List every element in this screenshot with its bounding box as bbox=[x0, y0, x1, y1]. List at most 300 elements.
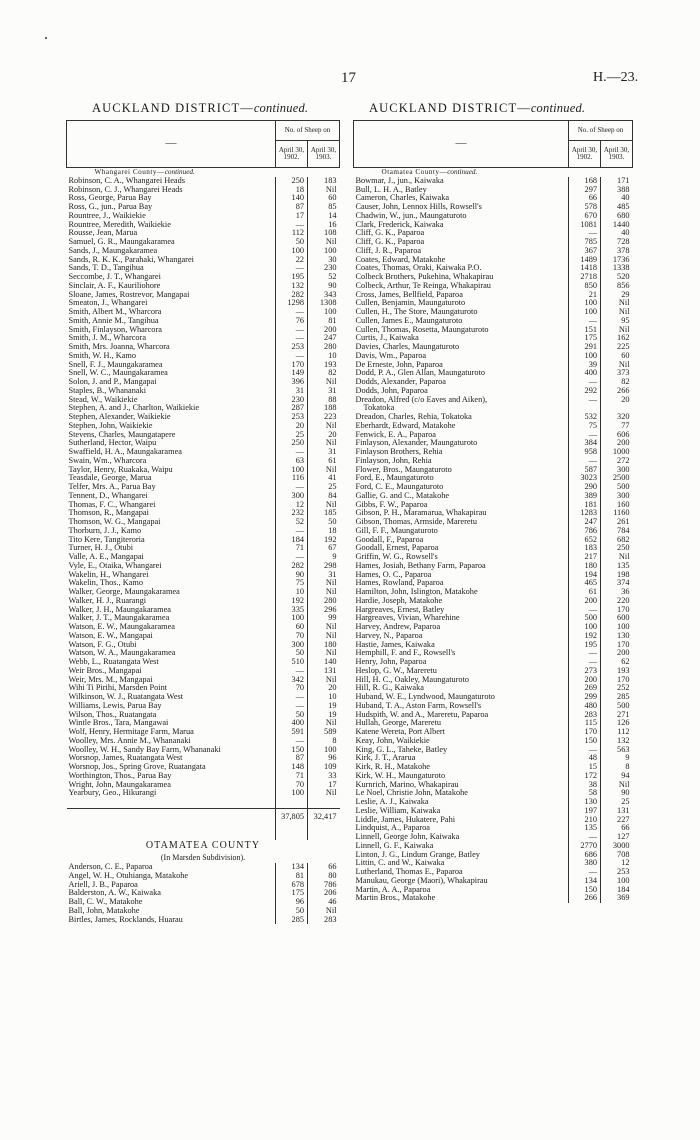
owner-name: Thorburn, J. J., Kamo bbox=[68, 526, 142, 535]
sheep-1902: 1081 bbox=[569, 221, 601, 230]
sheep-1903: 31 bbox=[308, 571, 340, 580]
owner-row bbox=[67, 658, 340, 667]
sheep-1903: 227 bbox=[601, 816, 633, 825]
owner-name: Goodall, F., Paparoa bbox=[355, 535, 424, 544]
sheep-1903: 62 bbox=[601, 658, 633, 667]
owner-row bbox=[354, 299, 633, 308]
sheep-1902: 134 bbox=[276, 863, 308, 872]
owner-name: Snell, W. C., Maungakaramea bbox=[68, 369, 168, 378]
owner-name: Martin Bros., Matakohe bbox=[355, 894, 436, 903]
owner-name: Heslop, G. W., Mareretu bbox=[355, 666, 437, 675]
owner-row bbox=[67, 719, 340, 728]
owner-row bbox=[354, 702, 633, 711]
sheep-1902: 532 bbox=[569, 413, 601, 422]
sheep-1903: 100 bbox=[601, 877, 633, 886]
county-continued: continued. bbox=[164, 167, 195, 176]
owner-row bbox=[354, 641, 633, 650]
sheep-1902: 686 bbox=[569, 851, 601, 860]
sheep-1903: 81 bbox=[308, 317, 340, 326]
owner-name: Turner, H. J., Otubi bbox=[68, 544, 134, 553]
owner-name: Samuel, G. R., Maungakaramea bbox=[68, 238, 175, 247]
sheep-1903: 193 bbox=[308, 361, 340, 370]
sheep-1903: 66 bbox=[601, 824, 633, 833]
sheep-1902: — bbox=[276, 448, 308, 457]
owner-row bbox=[354, 326, 633, 335]
owner-name: Liddle, James, Hukatere, Pahi bbox=[355, 815, 456, 824]
owner-name: Birtles, James, Rocklands, Huarau bbox=[68, 915, 183, 924]
owner-row bbox=[67, 229, 340, 238]
sheep-1902: 400 bbox=[276, 719, 308, 728]
owner-name: Harvey, N., Paparoa bbox=[355, 631, 423, 640]
sheep-1903: 606 bbox=[601, 431, 633, 440]
sheep-1902: 90 bbox=[276, 571, 308, 580]
owner-name: Linnell, George John, Kaiwaka bbox=[355, 833, 460, 842]
sheep-1903: 12 bbox=[601, 859, 633, 868]
sheep-1903: 131 bbox=[308, 667, 340, 676]
owner-name: Vyle, E., Otaika, Whangarei bbox=[68, 561, 162, 570]
sheep-1902: 12 bbox=[276, 501, 308, 510]
owner-row bbox=[67, 264, 340, 273]
owner-name: Hill, R. G., Kaiwaka bbox=[355, 684, 424, 693]
spacer-cell bbox=[276, 824, 308, 840]
sheep-1902: 100 bbox=[569, 299, 601, 308]
owner-name: Walker, H. J., Ruarangi bbox=[68, 596, 147, 605]
owner-row bbox=[67, 282, 340, 291]
sheep-1903: 253 bbox=[601, 868, 633, 877]
sheep-1902: 50 bbox=[276, 711, 308, 720]
sheep-1903: 1160 bbox=[601, 509, 633, 518]
sheep-1903: 33 bbox=[308, 772, 340, 781]
owner-row bbox=[67, 702, 340, 711]
sheep-1902: — bbox=[569, 606, 601, 615]
owner-row bbox=[67, 194, 340, 203]
owner-name: Harvey, Andrew, Paparoa bbox=[355, 623, 441, 632]
owner-row bbox=[67, 781, 340, 790]
owner-row bbox=[67, 352, 340, 361]
sheep-1902: 150 bbox=[569, 737, 601, 746]
owner-name: Woolley, W. H., Sandy Bay Farm, Whananaki bbox=[68, 745, 221, 754]
owner-row bbox=[354, 851, 633, 860]
owner-name: Wolf, Henry, Hermitage Farm, Marua bbox=[68, 728, 194, 737]
sheep-1902: 670 bbox=[569, 212, 601, 221]
owner-name: Telfer, Mrs. A., Parua Bay bbox=[68, 483, 156, 492]
sheep-1903: 220 bbox=[601, 597, 633, 606]
sheep-1902: 578 bbox=[569, 203, 601, 212]
owner-row bbox=[354, 457, 633, 466]
sheep-1903: 682 bbox=[601, 536, 633, 545]
sheep-count-header: No. of Sheep on bbox=[276, 121, 340, 141]
sheep-1903: 285 bbox=[601, 693, 633, 702]
owner-name: Henry, John, Paparoa bbox=[355, 658, 427, 667]
sheep-1902: 247 bbox=[569, 518, 601, 527]
sheep-1903: 784 bbox=[601, 527, 633, 536]
county-title-row bbox=[67, 840, 340, 852]
spacer-cell bbox=[308, 824, 340, 840]
sheep-1902: 282 bbox=[276, 291, 308, 300]
sheep-1902: — bbox=[569, 396, 601, 405]
owner-name: Stephen, Alexander, Waikiekie bbox=[68, 413, 171, 422]
sheep-1903: 25 bbox=[308, 483, 340, 492]
sheep-1903: 198 bbox=[601, 571, 633, 580]
owner-row bbox=[354, 229, 633, 238]
sheep-1902: 71 bbox=[276, 772, 308, 781]
sheep-1902: 181 bbox=[569, 501, 601, 510]
year-1902-header: April 30, 1902. bbox=[276, 141, 308, 168]
sheep-1902: — bbox=[569, 746, 601, 755]
spacer-cell bbox=[67, 824, 276, 840]
sheep-1902: 299 bbox=[569, 693, 601, 702]
sheep-1903: 135 bbox=[601, 562, 633, 571]
owner-row bbox=[67, 881, 340, 890]
owner-name: Cullen, James E., Maungaturoto bbox=[355, 316, 463, 325]
sheep-1902: 396 bbox=[276, 378, 308, 387]
sheep-1902: 335 bbox=[276, 606, 308, 615]
sheep-1903: 171 bbox=[601, 177, 633, 186]
sheep-1902: 15 bbox=[569, 763, 601, 772]
sheep-1903: 373 bbox=[601, 369, 633, 378]
sheep-1902: — bbox=[569, 378, 601, 387]
sheep-1903: 100 bbox=[308, 308, 340, 317]
owner-row bbox=[67, 606, 340, 615]
owner-name: Katene Wereta, Port Albert bbox=[355, 728, 445, 737]
owner-row bbox=[354, 711, 633, 720]
sheep-1902: 300 bbox=[276, 641, 308, 650]
sheep-1903: 8 bbox=[308, 737, 340, 746]
owner-name: Dodd, P. A., Glen Allan, Maungaturoto bbox=[355, 369, 486, 378]
sheep-1902: 100 bbox=[276, 614, 308, 623]
owner-row bbox=[354, 492, 633, 501]
sheep-1903: 10 bbox=[308, 352, 340, 361]
sheep-1902: — bbox=[276, 352, 308, 361]
owner-name: Smith, Finlayson, Wharcora bbox=[68, 325, 162, 334]
owner-row bbox=[354, 842, 633, 851]
owner-name: Dodds, John, Paparoa bbox=[355, 386, 428, 395]
sheep-1903: 20 bbox=[601, 396, 633, 405]
owner-row bbox=[67, 772, 340, 781]
sheep-1902: 1418 bbox=[569, 264, 601, 273]
owner-name: Leslie, William, Kaiwaka bbox=[355, 806, 441, 815]
sheep-1903: Nil bbox=[308, 378, 340, 387]
sheep-1902: — bbox=[276, 702, 308, 711]
owner-name: Webb, L., Ruatangata West bbox=[68, 658, 159, 667]
sheep-1903: 184 bbox=[601, 886, 633, 895]
owner-row bbox=[67, 361, 340, 370]
owner-row bbox=[67, 763, 340, 772]
owner-row bbox=[67, 693, 340, 702]
sheep-1902: — bbox=[276, 264, 308, 273]
owner-name: Ford, E., Maungaturoto bbox=[355, 474, 434, 483]
owner-name: Sutherland, Hector, Waipu bbox=[68, 439, 157, 448]
sheep-1903: 206 bbox=[308, 889, 340, 898]
owner-name: Stead, W., Waikiekie bbox=[68, 395, 138, 404]
owner-row bbox=[67, 728, 340, 737]
sheep-1903: 16 bbox=[308, 221, 340, 230]
sheep-1902: — bbox=[276, 308, 308, 317]
sheep-1902: 170 bbox=[569, 728, 601, 737]
sheep-1903: 80 bbox=[308, 872, 340, 881]
owner-row bbox=[354, 256, 633, 265]
owner-name: Gibson, Thomas, Armside, Mareretu bbox=[355, 518, 478, 527]
owner-name: Kirk, J. T., Ararua bbox=[355, 754, 416, 763]
subdivision-title: (In Marsden Subdivision). bbox=[160, 852, 246, 862]
owner-name: Colbeck Brothers, Pukehina, Whakapirau bbox=[355, 273, 494, 282]
owner-name: Goodall, Ernest, Paparoa bbox=[355, 544, 439, 553]
owner-row bbox=[67, 299, 340, 308]
sheep-1902: 230 bbox=[276, 396, 308, 405]
county-name: Otamatea County— bbox=[381, 167, 448, 176]
owner-name: Sloane, James, Rostrevor, Mangapai bbox=[68, 290, 190, 299]
owner-name: Thomson, W. G., Mangapai bbox=[68, 518, 161, 527]
owner-row bbox=[354, 431, 633, 440]
owner-name: Wilkinson, W. J., Ruatangata West bbox=[68, 693, 184, 702]
sheep-1903: Nil bbox=[308, 588, 340, 597]
sheep-1903: 192 bbox=[308, 536, 340, 545]
sheep-1902: 39 bbox=[569, 361, 601, 370]
sheep-1903: 52 bbox=[308, 273, 340, 282]
sheep-1902: 1489 bbox=[569, 256, 601, 265]
sheep-1903: 320 bbox=[601, 413, 633, 422]
county-continued: continued. bbox=[447, 167, 478, 176]
owner-name: Tokatoka bbox=[363, 404, 395, 413]
district-name: AUCKLAND DISTRICT— bbox=[369, 101, 531, 115]
owner-row bbox=[67, 676, 340, 685]
sheep-1903: Nil bbox=[601, 781, 633, 790]
owner-row bbox=[354, 772, 633, 781]
sheep-1902: 66 bbox=[569, 194, 601, 203]
sheep-1903: 500 bbox=[601, 702, 633, 711]
sheep-1902: 58 bbox=[569, 789, 601, 798]
owner-name: Martin, A. A., Paparoa bbox=[355, 885, 431, 894]
owner-name: Clark, Frederick, Kaiwaka bbox=[355, 220, 444, 229]
sheep-1903: 485 bbox=[601, 203, 633, 212]
owner-name: Smith, J. M., Wharcora bbox=[68, 334, 147, 343]
owner-name: Worsnop, Jos., Spring Grove, Ruatangata bbox=[68, 763, 206, 772]
sheep-1902: 150 bbox=[569, 886, 601, 895]
sheep-1902: — bbox=[276, 553, 308, 562]
sheep-1902: 210 bbox=[569, 816, 601, 825]
sheep-1902: 100 bbox=[276, 247, 308, 256]
owner-row bbox=[354, 632, 633, 641]
owner-row bbox=[67, 378, 340, 387]
sheep-1903: 41 bbox=[308, 474, 340, 483]
owner-name: Weir, Mrs. M., Mangapai bbox=[68, 675, 153, 684]
sheep-1903: 298 bbox=[308, 562, 340, 571]
owner-row bbox=[67, 221, 340, 230]
owner-row bbox=[67, 684, 340, 693]
owner-row bbox=[354, 238, 633, 247]
sheep-1903: 856 bbox=[601, 282, 633, 291]
sheep-1903 bbox=[601, 404, 633, 413]
sheep-1903: 126 bbox=[601, 719, 633, 728]
sheep-1903: 170 bbox=[601, 606, 633, 615]
owner-name: Woolley, Mrs. Annie M., Whananaki bbox=[68, 736, 191, 745]
owner-name: Hames, Rowland, Paparoa bbox=[355, 579, 444, 588]
owner-row bbox=[354, 334, 633, 343]
sheep-1903: 90 bbox=[601, 789, 633, 798]
owner-name: Cameron, Charles, Kaiwaka bbox=[355, 194, 450, 203]
sheep-1902: 31 bbox=[276, 387, 308, 396]
sheep-1902: — bbox=[276, 527, 308, 536]
owner-row bbox=[354, 194, 633, 203]
owner-row bbox=[354, 439, 633, 448]
year-1903-header: April 30, 1903. bbox=[308, 141, 340, 168]
sheep-1903: 283 bbox=[308, 916, 340, 925]
owner-name: Hames, Josiah, Bethany Farm, Paparoa bbox=[355, 561, 486, 570]
sheep-1902: 342 bbox=[276, 676, 308, 685]
sheep-1902: 76 bbox=[276, 317, 308, 326]
owner-name: Ball, John, Matakohe bbox=[68, 906, 140, 915]
sheep-1902: 148 bbox=[276, 763, 308, 772]
sheep-1902: 253 bbox=[276, 343, 308, 352]
owner-row bbox=[354, 824, 633, 833]
owner-row bbox=[354, 763, 633, 772]
owner-name: Smith, Mrs. Joanna, Wharcora bbox=[68, 343, 170, 352]
subdivision-row bbox=[67, 852, 340, 863]
owner-name: Smith, Annie M., Tangihua bbox=[68, 316, 159, 325]
sheep-1903: 84 bbox=[308, 492, 340, 501]
sheep-1903: 708 bbox=[601, 851, 633, 860]
sheep-1902: 87 bbox=[276, 203, 308, 212]
owner-row bbox=[354, 623, 633, 632]
sheep-1903: 563 bbox=[601, 746, 633, 755]
owner-row bbox=[354, 684, 633, 693]
sheep-1902: 480 bbox=[569, 702, 601, 711]
year-1903-header: April 30, 1903. bbox=[601, 141, 633, 168]
owner-row bbox=[67, 889, 340, 898]
owner-name: Balderston, A. W., Kaiwaka bbox=[68, 889, 161, 898]
sheep-1903: 2500 bbox=[601, 474, 633, 483]
sheep-1903: 82 bbox=[601, 378, 633, 387]
district-name: AUCKLAND DISTRICT— bbox=[92, 101, 254, 115]
sheep-1903: 247 bbox=[308, 334, 340, 343]
owner-row bbox=[354, 448, 633, 457]
sheep-1902: — bbox=[276, 667, 308, 676]
owner-name: Dodds, Alexander, Paparoa bbox=[355, 378, 446, 387]
owner-name: Griffin, W. G., Rowsell's bbox=[355, 553, 438, 562]
sheep-1902: 195 bbox=[276, 273, 308, 282]
sheep-1903: Nil bbox=[308, 649, 340, 658]
sheep-1903: 19 bbox=[308, 711, 340, 720]
owner-name: Wright, John, Maungakaramea bbox=[68, 780, 171, 789]
sheep-1903: 61 bbox=[308, 457, 340, 466]
owner-name: Cullen, H., The Store, Maungaturoto bbox=[355, 308, 478, 317]
sheep-1903: 29 bbox=[601, 291, 633, 300]
owner-row bbox=[354, 527, 633, 536]
owner-row bbox=[67, 326, 340, 335]
owner-name: Valle, A. E., Mangapai bbox=[68, 553, 144, 562]
sheep-1903: 680 bbox=[601, 212, 633, 221]
sheep-1903: 200 bbox=[308, 326, 340, 335]
owner-row bbox=[67, 474, 340, 483]
sheep-1902: 10 bbox=[276, 588, 308, 597]
owner-name: Rountree, J., Waikiekie bbox=[68, 211, 146, 220]
sheep-1902: 21 bbox=[569, 291, 601, 300]
row-spacer bbox=[67, 798, 340, 809]
owner-column-header: — bbox=[354, 121, 569, 168]
owner-row bbox=[67, 404, 340, 413]
sheep-1903: 66 bbox=[308, 863, 340, 872]
sheep-1903: 94 bbox=[601, 772, 633, 781]
total-label bbox=[67, 809, 276, 825]
sheep-1902: 134 bbox=[569, 877, 601, 886]
sheep-1903: 3000 bbox=[601, 842, 633, 851]
total-1902: 37,805 bbox=[276, 809, 308, 825]
owner-name: Ball, C. W., Matakohe bbox=[68, 898, 143, 907]
county-heading bbox=[354, 168, 633, 177]
owner-name: Taylor, Henry, Ruakaka, Waipu bbox=[68, 465, 173, 474]
owner-row bbox=[354, 588, 633, 597]
owner-row bbox=[67, 369, 340, 378]
owner-row bbox=[354, 597, 633, 606]
sheep-1903: 188 bbox=[308, 404, 340, 413]
owner-name: Hardie, Joseph, Matakohe bbox=[355, 596, 443, 605]
sheep-1903: Nil bbox=[308, 501, 340, 510]
owner-name: Kirk, R. H., Matakohe bbox=[355, 763, 430, 772]
owner-name: Curtis, J., Kaiwaka bbox=[355, 334, 419, 343]
owner-name: Wihi Ti Pirihi, Marsden Point bbox=[68, 684, 168, 693]
sheep-1903: 60 bbox=[601, 352, 633, 361]
owner-name: Robinson, C. J., Whangarei Heads bbox=[68, 185, 183, 194]
owner-name: Stevens, Charles, Maungatapere bbox=[68, 430, 176, 439]
sheep-1903: 82 bbox=[308, 369, 340, 378]
sheep-1903: Nil bbox=[308, 676, 340, 685]
sheep-1903: 388 bbox=[601, 186, 633, 195]
owner-row bbox=[67, 431, 340, 440]
owner-name: Stephen, A. and J., Charlton, Waikiekie bbox=[68, 404, 200, 413]
sheep-1902: 100 bbox=[569, 308, 601, 317]
sheep-1902: 785 bbox=[569, 238, 601, 247]
owner-name: Hargreaves, Vivian, Wharehine bbox=[355, 614, 460, 623]
sheep-1903: 160 bbox=[601, 501, 633, 510]
sheep-1903: 132 bbox=[601, 737, 633, 746]
sheep-1902: 75 bbox=[569, 422, 601, 431]
spacer-cell bbox=[276, 798, 308, 809]
owner-name: Dreadon, Alfred (c/o Eaves and Aiken), bbox=[355, 395, 488, 404]
sheep-1903: 140 bbox=[308, 658, 340, 667]
district-heading bbox=[92, 101, 308, 116]
owner-name: Tennent, D., Whangarei bbox=[68, 491, 148, 500]
sheep-1903: 369 bbox=[601, 894, 633, 903]
sheep-1902: — bbox=[276, 737, 308, 746]
owner-name: Smeaton, J., Whangarei bbox=[68, 299, 148, 308]
owner-row bbox=[67, 872, 340, 881]
sheep-1902: 170 bbox=[276, 361, 308, 370]
owner-row bbox=[354, 614, 633, 623]
owner-row bbox=[67, 649, 340, 658]
sheep-1903: 1440 bbox=[601, 221, 633, 230]
owner-row bbox=[354, 212, 633, 221]
owner-name: Sands, J., Maungakaramea bbox=[68, 246, 158, 255]
sheep-1903: 170 bbox=[601, 641, 633, 650]
owner-name: Thomas, F. C., Whangarei bbox=[68, 500, 156, 509]
sheep-1903: Nil bbox=[601, 326, 633, 335]
sheep-1902: 175 bbox=[276, 889, 308, 898]
total-1903: 32,417 bbox=[308, 809, 340, 825]
sheep-1903: 200 bbox=[601, 439, 633, 448]
sheep-1903: Nil bbox=[308, 632, 340, 641]
sheep-1902: 130 bbox=[569, 798, 601, 807]
owner-name: Gibbs, F. W., Paparoa bbox=[355, 500, 428, 509]
owner-name: Linnell, G. F., Kaiwaka bbox=[355, 841, 434, 850]
owner-name: Wilson, Thos., Ruatangata bbox=[68, 710, 157, 719]
owner-name: Swain, Wm., Wharcora bbox=[68, 456, 147, 465]
sheep-1902: 400 bbox=[569, 369, 601, 378]
owner-row bbox=[354, 247, 633, 256]
sheep-1902: 151 bbox=[569, 326, 601, 335]
owner-name: Wintle Bros., Tara, Mangawai bbox=[68, 719, 169, 728]
sheep-1902: 61 bbox=[569, 588, 601, 597]
sheep-1902: 192 bbox=[569, 632, 601, 641]
